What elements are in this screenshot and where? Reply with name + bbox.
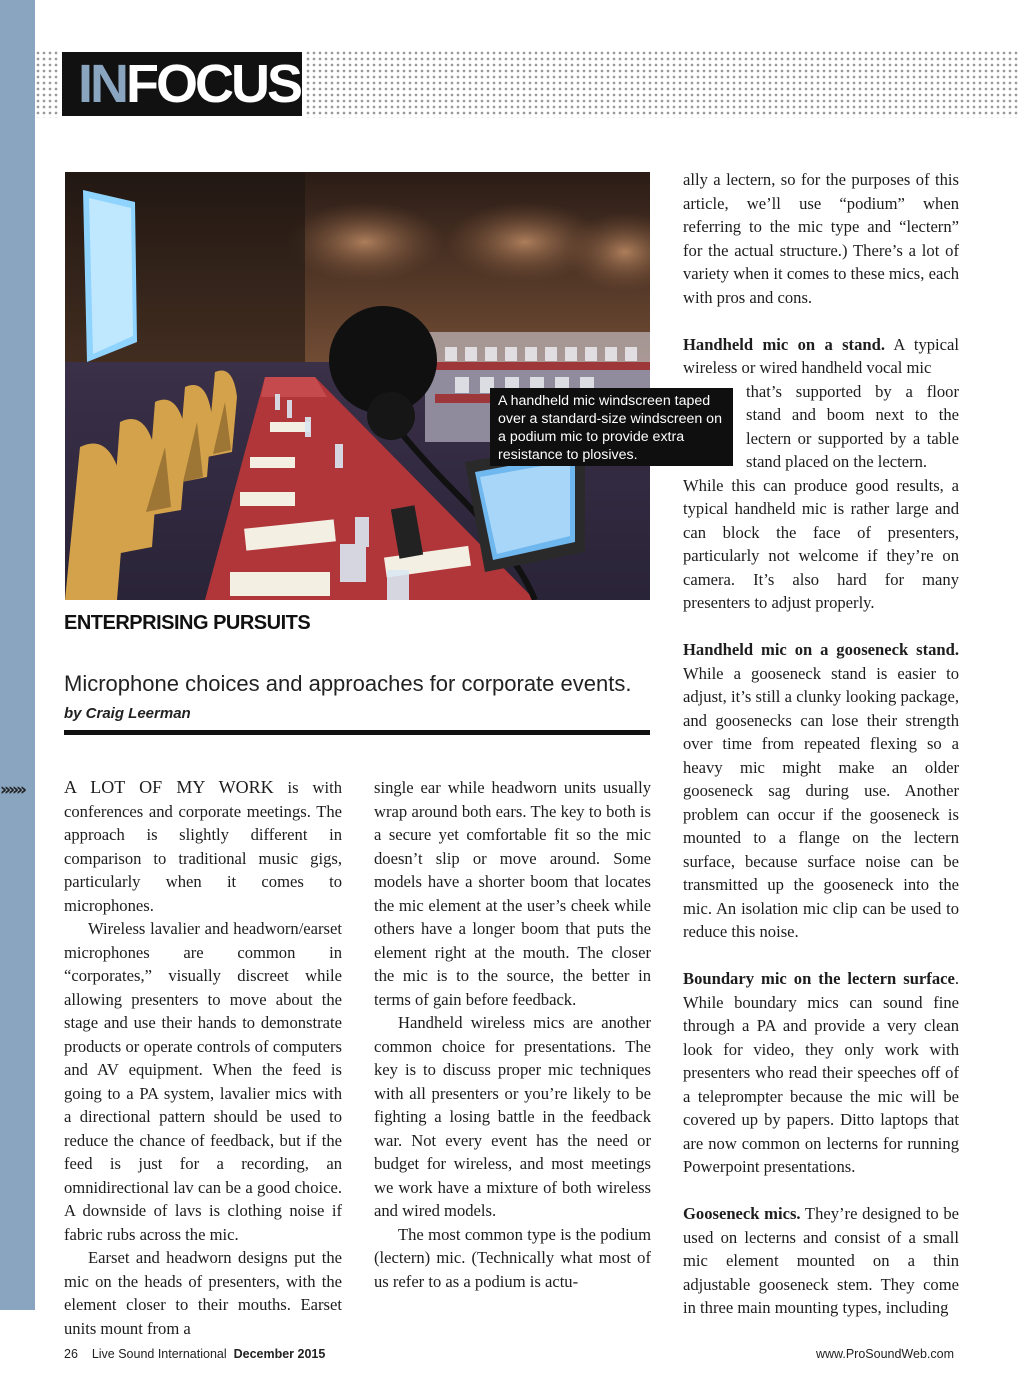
col2-paragraph-3: The most common type is the podium (lectern) mic. (Technically what most of us refer to as a podium is actu- [374,1224,651,1291]
headline-rule [64,730,650,735]
col1-p1-text: is with conferences and corporate meetings. The approach is slightly different in comparison to traditional music gigs, particularly when it comes to microphones. [64,778,343,915]
col3-section-boundary [683,967,959,1179]
col3-h3-text: . While boundary mics can sound fine through a PA and provide a very clean look for video, they only work with presenters who read their speeches off of a teleprompter because the mic will be covered up by papers. Ditto laptops that are now common on lecterns for running Powerpoint presentations. [683,969,959,1176]
lead-arrows-icon: ›››››› [0,780,25,800]
column-2 [374,776,651,1293]
left-accent-bar [0,0,35,1310]
halftone-pattern-right [305,50,1020,118]
article-deck [64,670,654,727]
photo-caption: A handheld mic windscreen taped over a standard-size windscreen on a podium mic to provide extra resistance to plosives. [490,388,733,466]
footer-url[interactable]: www.ProSoundWeb.com [815,1347,954,1361]
subhead-gooseneck-stand: Handheld mic on a gooseneck stand. [683,640,959,659]
subhead-boundary: Boundary mic on the lectern surface [683,969,955,988]
issue-date: December 2015 [233,1347,326,1361]
subhead-handheld-stand: Handheld mic on a stand. [683,334,885,354]
col3-section-handheld-stand [683,333,959,380]
section-label [62,52,302,116]
col3-h1-rest: While this can produce good results, a typical handheld mic is rather large and can block the face of presenters, particularly not welcome if they’re on camera. It’s also hard for many presenters to adjust properly. [683,475,959,612]
col1-paragraph-1 [64,776,342,917]
col2-paragraph-2: Handheld wireless mics are another common choice for presentations. The key is to discuss proper mic techniques with all presenters or you’re likely to be fighting a losing battle in the feedback war. Not every event has the need or budget for wireless, and most meetings we work have a mixture of both wireless and wired models. [374,1013,651,1220]
section-label-focus: FOCUS [126,54,300,114]
lead-in: A LOT OF MY WORK [64,777,274,797]
article-headline: ENTERPRISING PURSUITS [64,612,311,634]
halftone-pattern-left [35,50,59,118]
feature-photo [65,172,650,600]
column-3 [683,168,959,1320]
col3-section-gooseneck-stand [683,638,959,944]
deck-text: Microphone choices and approaches for corporate events. [64,671,632,696]
col3-h1-line1: A typical wireless or wired handheld vocal mic [683,334,959,377]
col1-paragraph-3: Earset and headworn designs put the mic on the heads of presenters, with the element closer to their mouths. Earset units mount from a [64,1248,342,1338]
col2-paragraph-1: single ear while headworn units usually wrap around both ears. The key to both is a secure yet comfortable fit so the mic doesn’t slip or move around. Some models have a shorter boom that locates the mic element at the user’s cheek while others have a longer boom that puts the element right at the mouth. The closer the mic is to the source, the better in terms of gain before feedback. [374,778,651,1009]
page-number: 26 [64,1347,78,1361]
col3-section-gooseneck-mics [683,1202,959,1320]
column-1 [64,776,342,1340]
col3-paragraph-1: ally a lectern, so for the purposes of this article, we’ll use “podium” when referring to the mic type and “lectern” for the actual structure.) There’s a lot of variety when it comes to these mics, each with pros and cons. [683,170,959,307]
publication-name: Live Sound International [91,1347,227,1361]
subhead-gooseneck-mics: Gooseneck mics. [683,1204,801,1223]
section-label-in: IN [78,54,126,114]
byline: by Craig Leerman [64,705,191,722]
col3-h2-text: While a gooseneck stand is easier to adjust, it’s still a clunky looking package, and goosenecks can lose their strength over time from repeated flexing so a heavy mic might make an older gooseneck sag during use. Another problem can occur if the gooseneck is mounted to a flange on the lectern surface, because surface noise can be transmitted up the gooseneck into the mic. An isolation mic clip can be used to reduce this noise. [683,663,959,941]
col1-paragraph-2: Wireless lavalier and headworn/earset microphones are common in “corporates,” visually discreet while allowing presenters to move about the stage and use their hands to demonstrate products or operate controls of computers and AV equipment. When the feed is going to a PA system, lavalier mics with a directional pattern should be used to reduce the chance of feedback, but if the feed is just for a recording, an omnidirectional lav can be a good choice. A downside of lavs is clothing noise if fabric rubs across the mic. [64,919,342,1244]
col3-h1-narrow: that’s supported by a floor stand and boom next to the lectern or supported by a table stand placed on the lectern. [746,381,959,471]
footer-left [64,1347,325,1361]
col3-h4-text: They’re designed to be used on lecterns and consist of a small mic element mounted on a thin adjustable gooseneck stem. They come in three main mounting types, including [683,1204,959,1317]
